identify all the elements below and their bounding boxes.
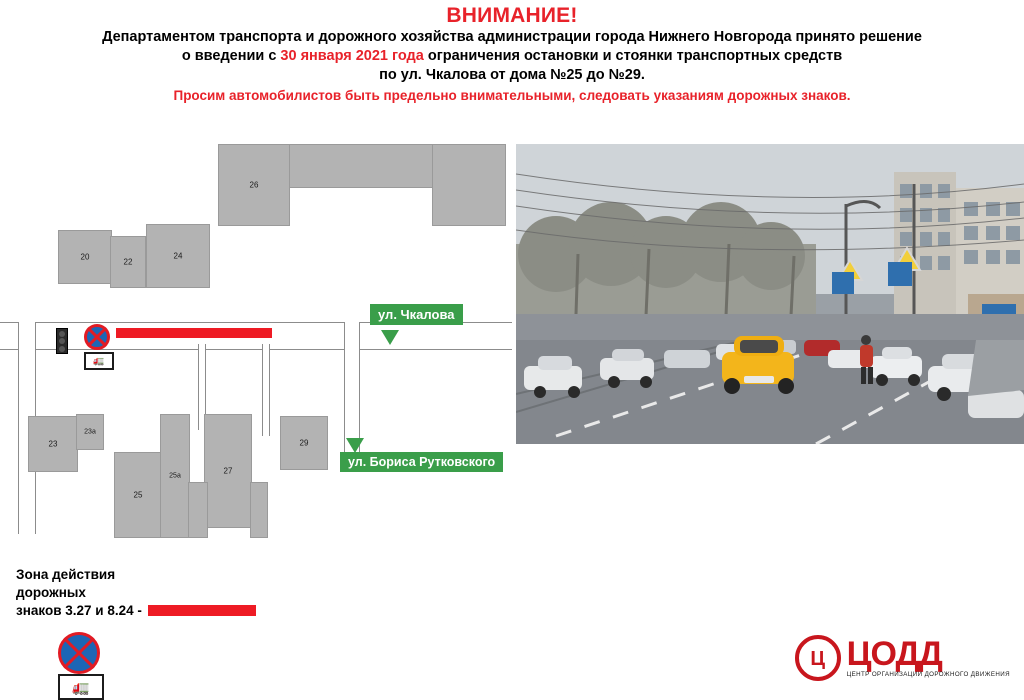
building-20 xyxy=(58,230,112,284)
street-label-rutkovskogo: ул. Бориса Рутковского xyxy=(340,452,503,472)
restriction-zone-line xyxy=(116,328,272,338)
legend-line-3: знаков 3.27 и 8.24 - xyxy=(16,603,142,619)
street-map xyxy=(0,126,512,556)
building-27-wing-2 xyxy=(250,482,268,538)
legend-zone-swatch xyxy=(148,605,256,616)
building-label: 20 xyxy=(80,252,90,262)
building-23a xyxy=(76,414,104,450)
notice-line-2-suffix: ограничения остановки и стоянки транспортных средств xyxy=(423,48,843,64)
tow-truck-icon: 🚛 xyxy=(93,355,105,366)
codd-wordmark: ЦОДД xyxy=(846,635,942,674)
building-24 xyxy=(146,224,210,288)
street-photo-illustration xyxy=(516,144,1024,444)
notice-line-2 xyxy=(0,47,1024,66)
notice-line-1 xyxy=(0,28,1024,47)
codd-subtitle: ЦЕНТР ОРГАНИЗАЦИИ ДОРОЖНОГО ДВИЖЕНИЯ xyxy=(846,671,1010,679)
building-label: 24 xyxy=(173,251,183,261)
label-arrow-rutkovskogo-icon xyxy=(346,438,364,453)
legend xyxy=(16,566,346,621)
building-26 xyxy=(218,144,290,226)
building-label: 22 xyxy=(123,257,133,267)
street-label-chkalova: ул. Чкалова xyxy=(370,304,463,325)
road-rutkovskogo xyxy=(344,322,360,452)
legend-line-1: Зона действия xyxy=(16,567,116,582)
building-label: 23а xyxy=(84,428,96,436)
building-29 xyxy=(280,416,328,470)
legend-sign-group xyxy=(58,632,104,700)
building-25a xyxy=(160,414,190,538)
building-25 xyxy=(114,452,162,538)
building-label: 23 xyxy=(48,439,58,449)
codd-emblem-icon xyxy=(795,635,841,681)
label-arrow-chkalova-icon xyxy=(381,330,399,345)
tow-away-plate-icon xyxy=(84,352,114,370)
codd-wordmark-group xyxy=(847,637,1010,678)
building-23 xyxy=(28,416,78,472)
building-label: 25а xyxy=(169,472,181,480)
attention-title: ВНИМАНИЕ! xyxy=(446,4,578,27)
notice-warning: Просим автомобилистов быть предельно внимательными, следовать указаниям дорожных знаков. xyxy=(173,88,851,103)
traffic-light-icon xyxy=(56,328,68,354)
legend-line-2: дорожных xyxy=(16,585,86,601)
notice-date: 30 января 2021 года xyxy=(280,48,424,64)
building-label: 26 xyxy=(249,180,259,190)
notice-header xyxy=(0,0,1024,110)
building-27-wing xyxy=(188,482,208,538)
building-label: 29 xyxy=(299,438,309,448)
tow-away-plate-legend-icon xyxy=(58,674,104,700)
building-26-right xyxy=(432,144,506,226)
street-photo xyxy=(516,144,1024,444)
building-22 xyxy=(110,236,146,288)
tow-truck-icon: 🚛 xyxy=(72,679,90,695)
building-label: 25 xyxy=(133,490,143,500)
road-vertical-mid-b xyxy=(262,344,270,436)
notice-line-2-prefix: о введении с xyxy=(181,48,281,64)
notice-line-1-text: Департаментом транспорта и дорожного хозяйства администрации города Нижнего Новгорода принято решение xyxy=(102,29,922,45)
building-label: 27 xyxy=(223,466,233,476)
codd-emblem-glyph: Ц xyxy=(810,647,825,670)
no-stopping-sign-legend-icon xyxy=(58,632,100,674)
codd-logo xyxy=(795,630,1010,686)
notice-line-3: по ул. Чкалова от дома №25 до №29. xyxy=(379,67,645,83)
building-27 xyxy=(204,414,252,528)
no-stopping-sign-icon xyxy=(84,324,110,350)
